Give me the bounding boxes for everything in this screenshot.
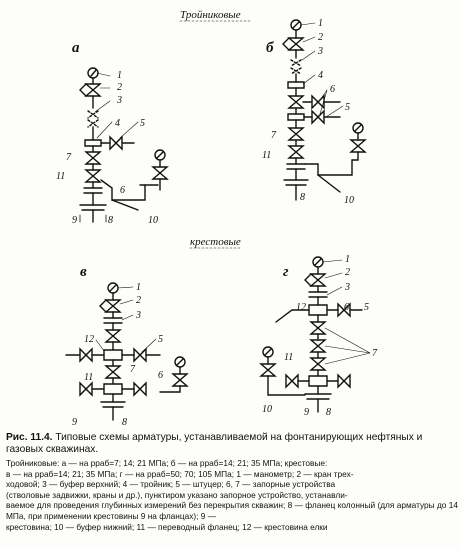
heading-cross: крестовые xyxy=(190,236,241,248)
caption-line-2: в — на pраб=14; 21; 35 МПа; г — на pраб=50; 70; 105 МПа; 1 — манометр; 2 — кран трех- xyxy=(6,468,354,479)
label-a-8: 8 xyxy=(108,215,113,226)
label-b-6: 6 xyxy=(330,84,335,95)
label-g-3: 3 xyxy=(345,282,350,293)
caption-line-4: (стволовые задвижки, краны и др.), пунктиром указано запорное устройство, устанавли- xyxy=(6,489,348,500)
figure-number: Рис. 11.4. xyxy=(6,432,53,443)
label-v-2: 2 xyxy=(136,295,141,306)
heading-tee: Тройниковые xyxy=(180,9,241,21)
label-b-1: 1 xyxy=(318,18,323,29)
caption-line-3: ходовой; 3 — буфер верхний; 4 — тройник; 5 — штуцер; 6, 7 — запорные устройства xyxy=(6,479,336,490)
label-g-11: 11 xyxy=(284,352,294,363)
label-g-1: 1 xyxy=(345,254,350,265)
label-g-10: 10 xyxy=(262,404,272,415)
label-a-3: 3 xyxy=(117,95,122,106)
label-b-2: 2 xyxy=(318,32,323,43)
label-g-5: 5 xyxy=(364,302,369,313)
label-a-10: 10 xyxy=(148,215,158,226)
label-g-12: 12 xyxy=(296,302,306,313)
caption-body xyxy=(6,458,458,532)
panel-letter-v: в xyxy=(80,264,87,280)
figure-title: Типовые схемы арматуры, устанавливаемой на фонтанирующих нефтяных и газовых скважинах. xyxy=(6,432,423,455)
label-a-5: 5 xyxy=(140,118,145,129)
label-b-8: 8 xyxy=(300,192,305,203)
label-b-7: 7 xyxy=(271,130,276,141)
label-v-6: 6 xyxy=(158,370,163,381)
label-a-11: 11 xyxy=(56,171,66,182)
label-v-12: 12 xyxy=(84,334,94,345)
label-v-3: 3 xyxy=(136,310,141,321)
caption-title xyxy=(6,432,458,456)
label-b-5: 5 xyxy=(345,102,350,113)
label-a-1: 1 xyxy=(117,70,122,81)
panel-a xyxy=(56,40,167,226)
label-v-5: 5 xyxy=(158,334,163,345)
label-v-1: 1 xyxy=(136,282,141,293)
caption-line-5: ваемое для проведения глубинных измерений без перекрытия скважин; 8 — фланец колонный (для арматуры до 14 МПа, при применении крестовины 9 на фланцах); 9 — xyxy=(6,500,458,521)
panel-letter-a: а xyxy=(72,40,80,56)
label-g-6: 6 xyxy=(344,302,349,313)
label-v-9: 9 xyxy=(72,417,77,428)
label-v-11: 11 xyxy=(84,372,94,383)
label-g-8: 8 xyxy=(326,407,331,418)
label-b-10: 10 xyxy=(344,195,354,206)
label-b-11: 11 xyxy=(262,150,272,161)
label-v-8: 8 xyxy=(122,417,127,428)
label-b-3: 3 xyxy=(318,46,323,57)
panel-letter-g: г xyxy=(283,264,289,280)
panel-v xyxy=(66,264,187,428)
label-a-6: 6 xyxy=(120,185,125,196)
caption-line-6: крестовина; 10 — буфер нижний; 11 — переводный фланец; 12 — крестовина елки xyxy=(6,521,328,532)
label-g-9: 9 xyxy=(304,407,309,418)
label-v-7: 7 xyxy=(130,364,135,375)
label-b-4: 4 xyxy=(318,70,323,81)
panel-letter-b: б xyxy=(266,40,274,56)
label-a-9: 9 xyxy=(72,215,77,226)
figure-caption xyxy=(6,432,458,532)
label-a-7: 7 xyxy=(66,152,71,163)
label-g-7: 7 xyxy=(372,348,377,359)
panel-g xyxy=(261,254,378,418)
panel-b xyxy=(262,18,365,206)
label-a-2: 2 xyxy=(117,82,122,93)
label-g-2: 2 xyxy=(345,267,350,278)
label-a-4: 4 xyxy=(115,118,120,129)
caption-line-1: Тройниковые: а — на pраб=7; 14; 21 МПа; б — на pраб=14; 21; 35 МПа; крестовые: xyxy=(6,458,328,468)
